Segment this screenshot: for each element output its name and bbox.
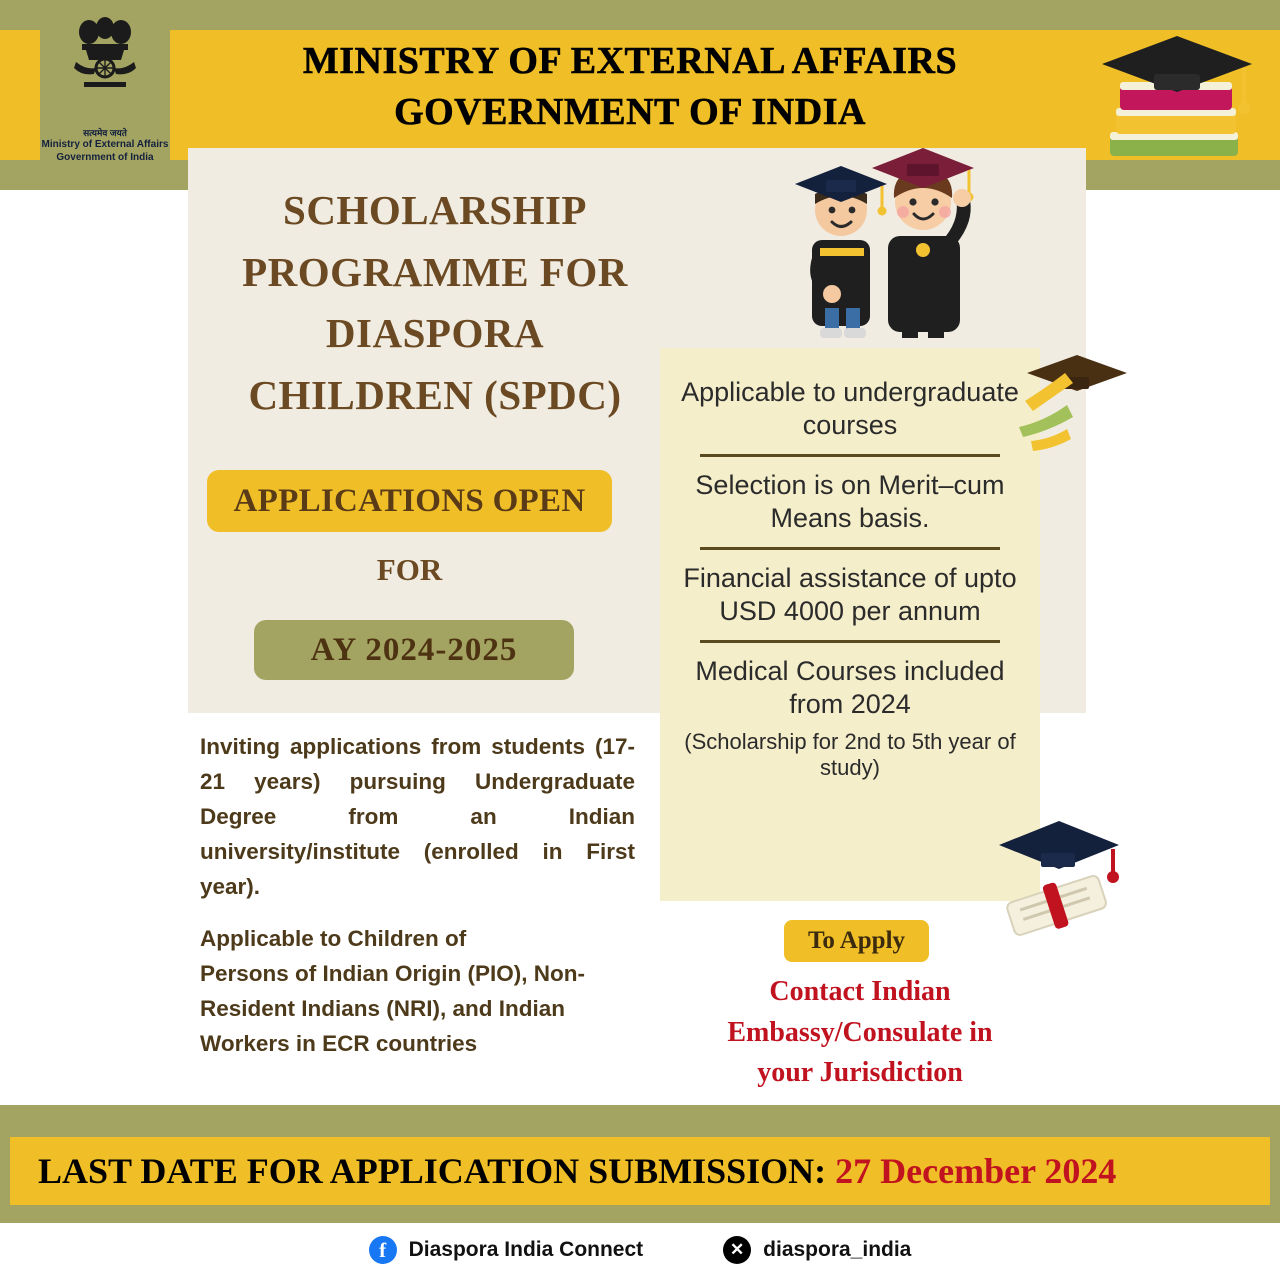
- graduating-students-illustration: [770, 132, 1020, 352]
- for-label: FOR: [376, 552, 443, 587]
- emblem-caption-ministry: Ministry of External Affairs: [41, 139, 169, 151]
- highlight-item-4: Medical Courses included from 2024: [695, 655, 1005, 719]
- highlights-box: [660, 348, 1040, 901]
- confetti-graduation-cap-icon: [1015, 345, 1135, 455]
- contact-instructions: [680, 972, 1040, 1094]
- x-label: diaspora_india: [763, 1238, 912, 1261]
- deadline-label: LAST DATE FOR APPLICATION SUBMISSION:: [38, 1151, 827, 1191]
- applicability-body: Persons of Indian Origin (PIO), Non-Resident Indians (NRI), and Indian Workers in ECR countries: [200, 960, 586, 1056]
- emblem-caption-hindi: सत्यमेव जयते: [83, 128, 127, 138]
- highlight-divider-3: [700, 640, 1000, 643]
- ministry-title-line-1: MINISTRY OF EXTERNAL AFFAIRS: [302, 40, 958, 82]
- national-emblem-block: [40, 6, 170, 186]
- eligibility-paragraph: Inviting applications from students (17-21 years) pursuing Undergraduate Degree from an Indian university/institute (enrolled in First year).: [200, 734, 635, 899]
- applicability-heading: Applicable to Children of: [200, 926, 467, 951]
- highlight-divider-2: [700, 547, 1000, 550]
- to-apply-badge: To Apply: [784, 920, 929, 962]
- contact-line-3: your Jurisdiction: [757, 1057, 963, 1089]
- applicability-paragraph: [200, 922, 635, 1062]
- ministry-title: [180, 36, 1080, 139]
- highlight-item-4-note: (Scholarship for 2nd to 5th year of study): [684, 728, 1016, 780]
- social-bar: [0, 1223, 1280, 1277]
- facebook-icon[interactable]: f: [369, 1236, 397, 1264]
- diploma-and-cap-icon: [995, 815, 1125, 940]
- applications-open-badge: APPLICATIONS OPEN: [207, 470, 612, 532]
- headline-line-3: DIASPORA: [325, 310, 545, 356]
- deadline-text: [38, 1150, 1116, 1192]
- x-handle[interactable]: [723, 1236, 911, 1264]
- highlight-divider-1: [700, 454, 1000, 457]
- academic-year-badge: AY 2024-2025: [254, 620, 574, 680]
- headline-line-2: PROGRAMME FOR: [242, 248, 628, 295]
- facebook-label: Diaspora India Connect: [408, 1238, 644, 1261]
- emblem-caption-government: Government of India: [56, 151, 154, 163]
- highlight-item-3: Financial assistance of upto USD 4000 per annum: [683, 562, 1017, 626]
- highlight-item-2: Selection is on Merit–cum Means basis.: [695, 469, 1005, 533]
- books-and-graduation-cap-icon: [1092, 18, 1262, 178]
- headline-line-1: SCHOLARSHIP: [283, 187, 587, 233]
- page-title: [200, 180, 670, 426]
- deadline-date: 27 December 2024: [835, 1151, 1117, 1191]
- x-twitter-icon[interactable]: ✕: [723, 1236, 751, 1264]
- header-olive-top-band: [0, 0, 1280, 30]
- facebook-handle[interactable]: [369, 1236, 644, 1264]
- deadline-banner: [10, 1137, 1270, 1205]
- contact-line-1: Contact Indian: [769, 976, 951, 1007]
- ministry-title-line-2: GOVERNMENT OF INDIA: [394, 91, 866, 134]
- highlight-item-1: Applicable to undergraduate courses: [681, 377, 1019, 440]
- national-emblem-icon: [62, 6, 148, 126]
- contact-line-2: Embassy/Consulate in: [727, 1016, 993, 1048]
- headline-line-4: CHILDREN (SPDC): [248, 371, 622, 418]
